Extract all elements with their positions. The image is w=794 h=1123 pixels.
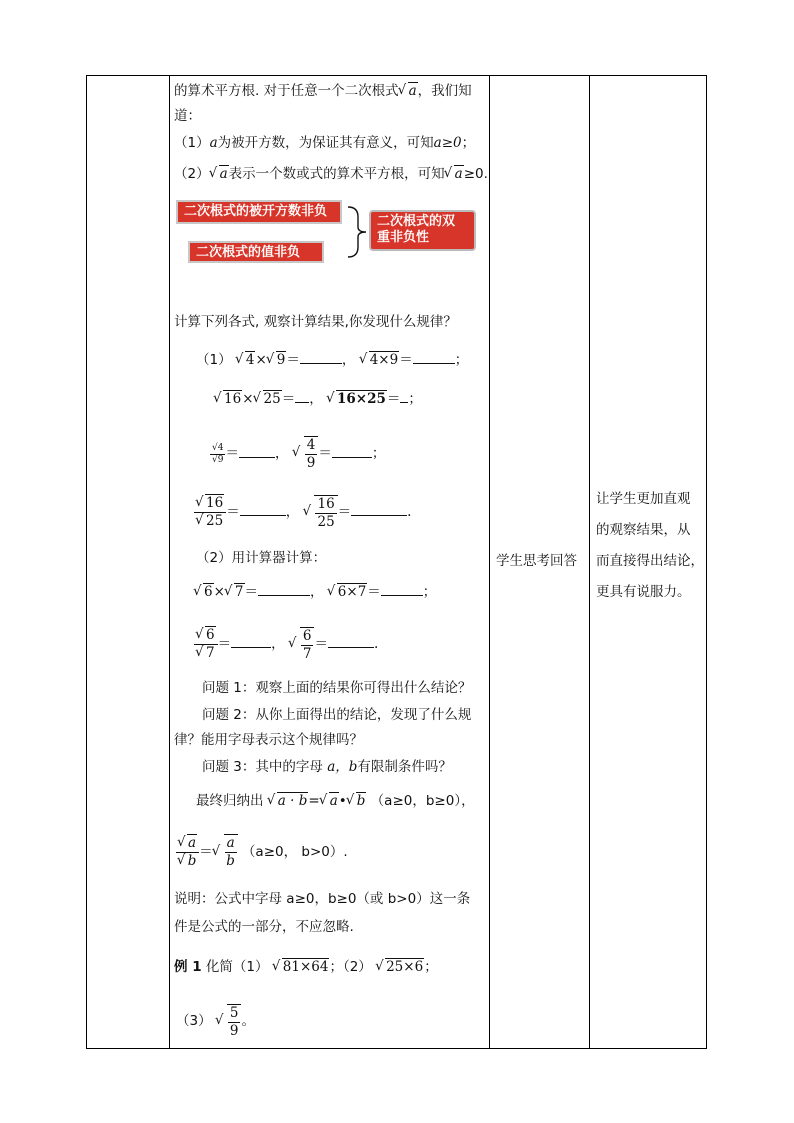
exercise-2-label: （2）用计算器计算：	[196, 550, 327, 566]
note-line-1: 说明：公式中字母 a≥0，b≥0（或 b>0）这一条	[174, 891, 471, 907]
note-line-2: 件是公式的一部分，不应忽略.	[174, 919, 354, 935]
student-activity: 学生思考回答	[496, 553, 577, 569]
exercise-1a: （1） √ 4×√ 9＝ ， √ 4×9＝ ；	[196, 351, 468, 369]
col-divider-1	[169, 76, 170, 1048]
question-2b: 律？能用字母表示这个规律吗？	[174, 732, 363, 748]
exercise-1c: $\frac{√4}{√9}$ ＝ ， √ $\frac{4}{9}$ ＝ ；	[210, 436, 385, 472]
col-divider-3	[589, 76, 590, 1048]
intent-line-2: 的观察结果，从	[596, 522, 691, 538]
example-1: 例 1 化简（1） √ 81×64；（2） √ 25×6；	[174, 958, 438, 976]
intro-line-2: 道：	[174, 108, 201, 124]
intro-item-2: （2）√ a表示一个数或式的算术平方根，可知√ a≥0.	[174, 165, 488, 183]
diagram-box-double: 二次根式的双 重非负性	[369, 210, 476, 251]
example-1-part-3: （3） √ $\frac{5}{9}$ 。	[176, 1001, 255, 1041]
exercise-prompt: 计算下列各式, 观察计算结果,你发现什么规律？	[174, 314, 457, 330]
exercise-2a: √ 6×√ 7＝ ， √ 6×7＝ ；	[194, 583, 436, 601]
final-formula-1: 最终归纳出 √ a · b=√ a•√ b （a≥0，b≥0），	[196, 792, 475, 810]
diagram-box-value: 二次根式的值非负	[188, 241, 324, 263]
final-formula-2: √ a √ b ＝ √ $\frac{a}{b}$ （a≥0， b>0）.	[176, 832, 348, 872]
question-1: 问题 1：观察上面的结果你可得出什么结论？	[202, 680, 472, 696]
diagram-box-radicand: 二次根式的被开方数非负	[176, 200, 342, 224]
col-divider-2	[489, 76, 490, 1048]
intro-item-1: （1）a为被开方数，为保证其有意义，可知a≥0；	[174, 135, 476, 151]
intent-line-4: 更具有说服力。	[596, 584, 691, 600]
question-3: 问题 3：其中的字母 a，b有限制条件吗？	[202, 759, 452, 775]
question-2a: 问题 2：从你上面得出的结论，发现了什么规	[202, 707, 472, 723]
intent-line-1: 让学生更加直观	[596, 491, 691, 507]
exercise-1d: √ 16 √ 25 ＝ ， √ $\frac{16}{25}$ ＝ .	[194, 492, 411, 532]
exercise-1b: √ 16×√ 25＝ ， √ 16×25＝ ；	[214, 390, 422, 408]
intro-line-1: 的算术平方根. 对于任意一个二次根式√ a，我们知	[174, 82, 472, 100]
exercise-2b: √ 6 √ 7 ＝ ， √ $\frac{6}{7}$ ＝ .	[194, 624, 378, 664]
intent-line-3: 而直接得出结论，	[596, 553, 704, 569]
